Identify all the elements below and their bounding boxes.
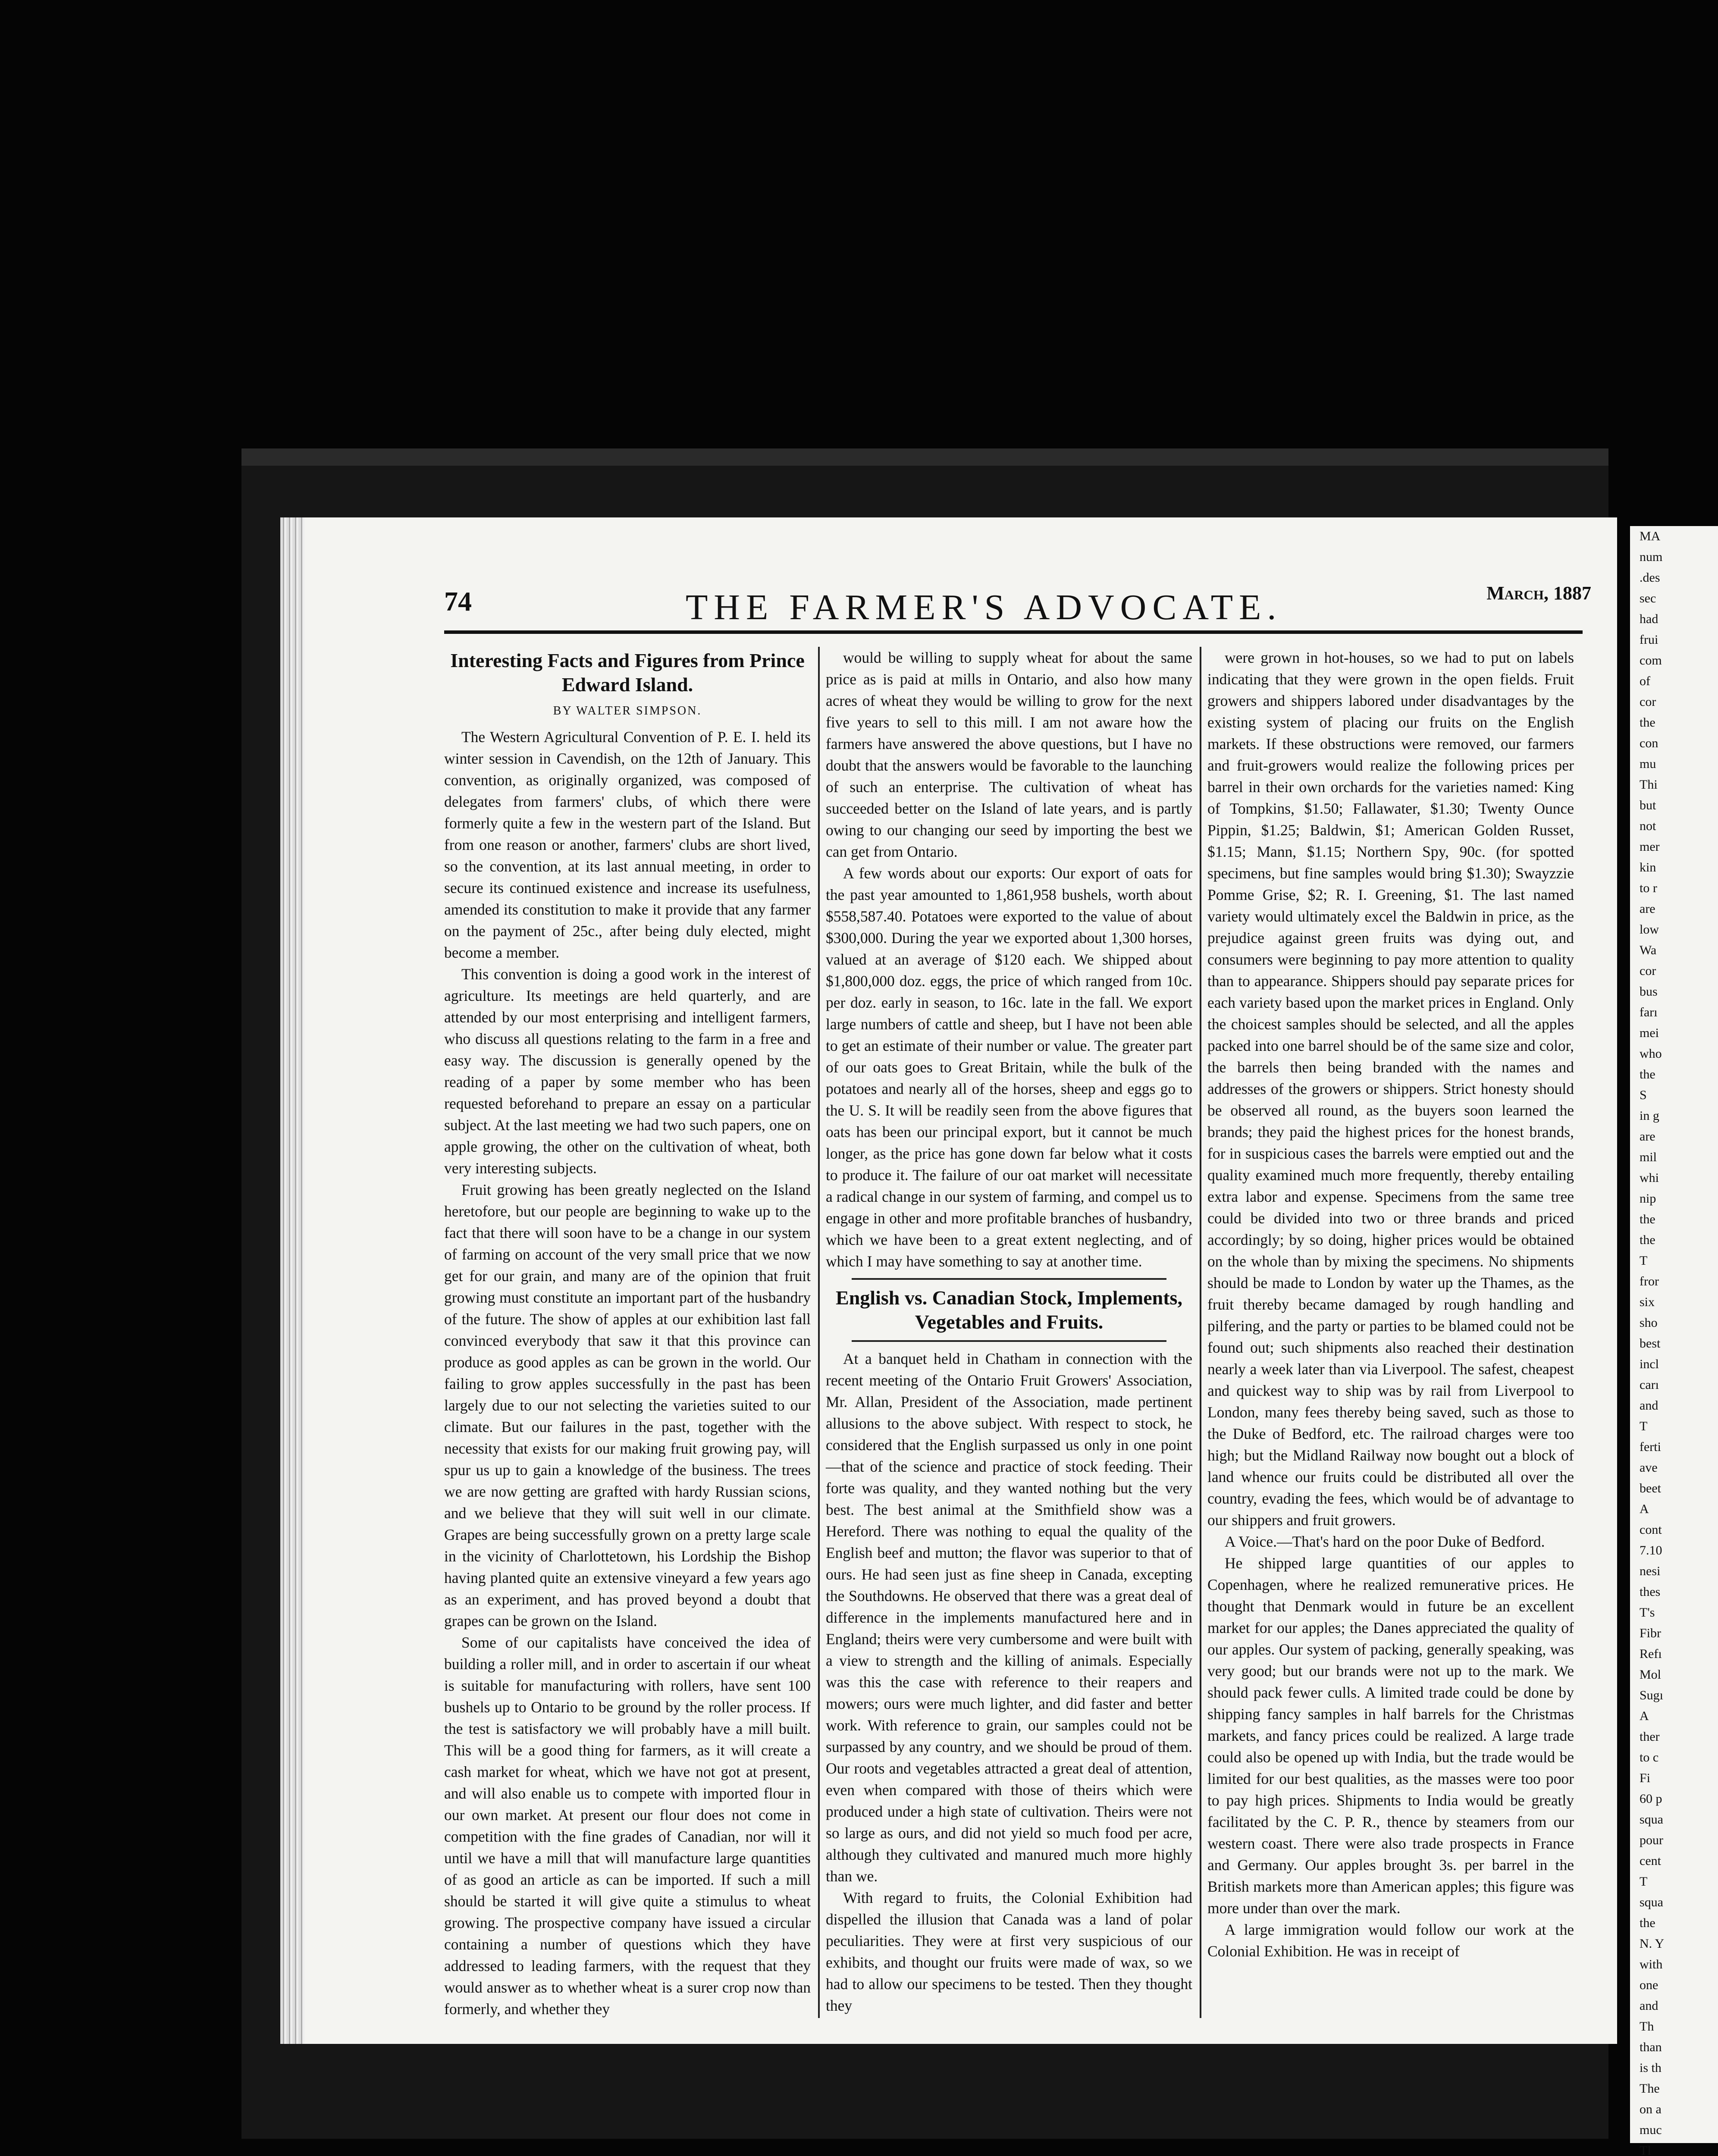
- facing-page-fragment: .des: [1640, 570, 1660, 585]
- facing-page-fragment: ferti: [1640, 1440, 1661, 1454]
- facing-page-fragment: thes: [1640, 1585, 1661, 1599]
- facing-page-fragment: is th: [1640, 2061, 1662, 2075]
- facing-page-fragment: Refı: [1640, 1647, 1662, 1661]
- facing-page-fragment: Fibr: [1640, 1626, 1662, 1640]
- paragraph: This convention is doing a good work in the interest of agriculture. Its meetings are held quarterly, and are attended by our most enterprising and intelligent farmers, who discuss all questions relating to the farm in a free and easy way. The discussion is generally opened by the reading of a paper by some member who has been requested beforehand to prepare an essay on a particular subject. At the last meeting we had two such papers, one on apple growing, the other on the cultivation of wheat, both very interesting subjects.: [444, 965, 811, 1177]
- facing-page-fragment: and: [1640, 1398, 1658, 1413]
- column-2: [826, 647, 1192, 2027]
- facing-page-fragment: and: [1640, 1999, 1658, 2013]
- facing-page-fragment: had: [1640, 612, 1658, 626]
- paragraph: Some of our capitalists have conceived the idea of building a roller mill, and in order to ascertain if our wheat is suitable for manufacturing with rollers, have sent 100 bushels up to Ontario to be ground by the roller process. If the test is satisfactory we will probably have a mill built. This will be a good thing for farmers, as it will create a cash market for wheat, which we have not got at present, and will also enable us to compete with imported flour in our own market. At present our flour does not come in competition with the fine grades of Canadian, nor will it until we have a mill that will manufacture large quantities of as good an article as can be imported. If such a mill should be started it will give quite a stimulus to wheat growing. The prospective company have issued a circular containing a number of questions which they have addressed to leading farmers, with the request that they would answer as to whether wheat is a surer crop now than formerly, and whether they: [444, 1634, 811, 2018]
- facing-page-fragment: fror: [1640, 1274, 1659, 1288]
- facing-page-fragment: Th: [1640, 2019, 1654, 2034]
- page-number: 74: [444, 586, 472, 617]
- facing-page-fragment: MA: [1640, 529, 1661, 543]
- facing-page-fragment: mu: [1640, 757, 1656, 771]
- facing-page-fragment: the: [1640, 1916, 1655, 1930]
- facing-page-fragment: sho: [1640, 1316, 1658, 1330]
- facing-page-fragment: S: [1640, 1088, 1647, 1102]
- facing-page-fragment: nesi: [1640, 1564, 1661, 1578]
- facing-page-fragment: the: [1640, 1212, 1655, 1226]
- facing-page-fragment: than: [1640, 2040, 1662, 2054]
- facing-page-fragment: T: [1640, 1874, 1648, 1889]
- newspaper-page: [280, 517, 1617, 2044]
- section-rule: [852, 1278, 1166, 1280]
- facing-page-fragment: best: [1640, 1336, 1661, 1351]
- facing-page-fragment: whi: [1640, 1171, 1659, 1185]
- facing-page-fragment: one: [1640, 1978, 1658, 1992]
- facing-page-fragment: to r: [1640, 881, 1657, 895]
- facing-page-fragment: Tl: [1640, 2143, 1651, 2156]
- facing-page-fragment: ave: [1640, 1460, 1658, 1475]
- facing-page-fragment: squa: [1640, 1895, 1663, 1909]
- paragraph: A large immigration would follow our work at the Colonial Exhibition. He was in receipt of: [1207, 1921, 1574, 1960]
- facing-page-fragment: incl: [1640, 1357, 1659, 1371]
- facing-page-fragment: cont: [1640, 1523, 1662, 1537]
- facing-page-fragment: A: [1640, 1502, 1649, 1516]
- paragraph: A Voice.—That's hard on the poor Duke of Bedford.: [1225, 1533, 1545, 1550]
- paragraph: The Western Agricultural Convention of P. E. I. held its winter session in Cavendish, on the 12th of January. This convention, as originally organized, was composed of delegates from farmers' clubs, of which there were formerly quite a few in the western part of the Island. But from one reason or another, farmers' clubs are short lived, so the convention, at its last annual meeting, in order to secure its continued existence and increase its usefulness, amended its constitution to make it provide that any farmer on the payment of 25c., after being duly elected, might become a member.: [444, 728, 811, 961]
- facing-page-fragment: N. Y: [1640, 1937, 1665, 1951]
- column-rule: [1200, 647, 1201, 2018]
- facing-page-fragment: Mol: [1640, 1667, 1662, 1682]
- facing-page-fragment: T's: [1640, 1605, 1655, 1620]
- facing-page-fragment: beet: [1640, 1481, 1661, 1495]
- facing-page-fragment: The: [1640, 2081, 1660, 2096]
- article-headline: Interesting Facts and Figures from Prince Edward Island.: [450, 649, 805, 696]
- facing-page-fragment: A: [1640, 1709, 1649, 1723]
- facing-page-fragment: mer: [1640, 840, 1660, 854]
- paragraph: With regard to fruits, the Colonial Exhibition had dispelled the illusion that Canada was a land of polar peculiarities. They were at first very suspicious of our exhibits, and thought our fruits were made of wax, so we had to allow our specimens to be tested. Then they thought they: [826, 1889, 1192, 2014]
- facing-page-fragment: bus: [1640, 984, 1658, 999]
- article-headline: English vs. Canadian Stock, Implements, Vegetables and Fruits.: [836, 1287, 1182, 1333]
- facing-page-fragment: the: [1640, 1233, 1655, 1247]
- column-3: [1207, 647, 1574, 2027]
- column-rule: [818, 647, 820, 2018]
- paragraph: He shipped large quantities of our apples to Copenhagen, where he realized remunerative prices. He thought that Denmark would in future be an excellent market for our apples; the Danes appreciated the quality of our apples. Our system of packing, generally speaking, was very good; but our brands were not up to the mark. We should pack fewer culls. A limited trade could be done by shipping fancy samples in half barrels for the Christmas markets, and fancy prices could be realized. A large trade could also be opened up with India, but the trade would be limited for our best qualities, as the masses were too poor to pay high prices. Shipments to India would be greatly facilitated by the C. P. R., thence by steamers from our western coast. There were also trade prospects in France and Germany. Our apples brought 3s. per barrel in the British markets more than American apples; this figure was more under than over the mark.: [1207, 1554, 1574, 1917]
- facing-page-fragment: pour: [1640, 1833, 1663, 1847]
- facing-page-text: [1630, 526, 1718, 2156]
- facing-page-fragment: muc: [1640, 2123, 1662, 2137]
- facing-page-fragment: not: [1640, 819, 1656, 833]
- facing-page-fragment: with: [1640, 1957, 1663, 1971]
- publication-title: THE FARMER'S ADVOCATE.: [686, 587, 1282, 627]
- facing-page-fragment: ther: [1640, 1730, 1660, 1744]
- facing-page-fragment: 7.10: [1640, 1543, 1662, 1557]
- facing-page-fragment: num: [1640, 550, 1663, 564]
- facing-page-fragment: are: [1640, 1129, 1655, 1144]
- facing-page-fragment: squa: [1640, 1812, 1663, 1827]
- facing-page-fragment: six: [1640, 1295, 1655, 1309]
- issue-date: March, 1887: [1486, 583, 1591, 604]
- facing-page-fragment: mil: [1640, 1150, 1657, 1164]
- facing-page-fragment: cor: [1640, 695, 1656, 709]
- facing-page-fragment: on a: [1640, 2102, 1662, 2116]
- column-1: [444, 647, 811, 2027]
- facing-page-fragment: are: [1640, 902, 1655, 916]
- paragraph: Fruit growing has been greatly neglected on the Island heretofore, but our people are beginning to wake up to the fact that there will soon have to be a change in our system of farming on account of the very small price that we now get for our grain, and many are of the opinion that fruit growing must constitute an important part of the husbandry of the future. The show of apples at our exhibition last fall convinced everybody that saw it that this province can produce as good apples as can be grown in the world. Our failing to grow apples successfully in the past has been largely due to our not selecting the varieties suited to our climate. But our failures in the past, together with the necessity that exists for our making fruit growing pay, will spur us up to gain a knowledge of the business. The trees we are now getting are grafted with hardy Russian scions, and we believe that they will suit well in our climate. Grapes are being successfully grown on a pretty large scale in the vicinity of Charlottetown, his Lordship the Bishop having planted quite an extensive vineyard a few years ago as an experiment, and has proved beyond a doubt that grapes can be grown on the Island.: [444, 1181, 811, 1630]
- paragraph: were grown in hot-houses, so we had to put on labels indicating that they were grown in the open fields. Fruit growers and shippers labored under disadvantages by the existing system of placing our fruits on the English markets. If these obstructions were removed, our farmers and fruit-growers would realize the following prices per barrel in their own orchards for the varieties named: King of Tompkins, $1.50; Fallawater, $1.30; Twenty Ounce Pippin, $1.25; Baldwin, $1; American Golden Russet, $1.15; Mann, $1.15; Northern Spy, 90c. (for spotted specimens, but fine samples would bring $1.30); Swayzzie Pomme Grise, $2; R. I. Greening, $1. The last named variety would ultimately excel the Baldwin in price, as the prejudice against green fruits was dying out, and consumers were beginning to pay more attention to quality than to appearance. Shippers should pay separate prices for each variety based upon the market prices in England. Only the choicest samples should be selected, and all the apples packed into one barrel should be of the same size and color, the barrels then being branded with the names and addresses of the growers or shippers. Strict honesty should be observed all round, as the buyers soon learned the brands; they paid the highest prices for the honest brands, for in suspicious cases the barrels were emptied out and the quality examined much more frequently, thereby entailing extra labor and expense. Specimens from the same tree could be divided into two or three brands and priced accordingly; by so doing, higher prices would be obtained on the whole than by mixing the specimens. No shipments should be made to London by water up the Thames, as the fruit thereby became damaged by rough handling and pilfering, and the party or parties to be blamed could not be found out; such shipments also reached their destination nearly a week later than via Liverpool. The safest, cheapest and quickest way to ship was by rail from Liverpool to London, many fees thereby being saved, such as those to the Duke of Bedford, etc. The railroad charges were too high; but the Midland Railway now bought out a block of land whence our fruits could be distributed all over the country, evading the fees, which would be of advantage to our shippers and fruit growers.: [1207, 649, 1574, 1529]
- facing-page-fragment: farı: [1640, 1005, 1658, 1019]
- facing-page-fragment: mei: [1640, 1026, 1659, 1040]
- facing-page-fragment: carı: [1640, 1378, 1659, 1392]
- facing-page-fragment: sec: [1640, 591, 1656, 605]
- header-rule: [444, 630, 1583, 634]
- facing-page-fragment: con: [1640, 736, 1658, 750]
- facing-page-fragment: T: [1640, 1419, 1648, 1433]
- facing-page-fragment: Fi: [1640, 1771, 1651, 1785]
- facing-page-fragment: kin: [1640, 860, 1656, 874]
- facing-page-fragment: the: [1640, 715, 1655, 730]
- section-rule: [852, 1340, 1166, 1342]
- facing-page-fragment: com: [1640, 653, 1662, 667]
- facing-page-fragment: Sugı: [1640, 1688, 1664, 1702]
- paragraph: A few words about our exports: Our export of oats for the past year amounted to 1,861,958 bushels, worth about $558,587.40. Potatoes were exported to the value of about $300,000. During the year we exported about 1,300 horses, valued at an average of $120 each. We shipped about $1,800,000 doz. eggs, the price of which ranged from 10c. per doz. early in season, to 16c. late in the fall. We export large numbers of cattle and sheep, but I have not been able to get an estimate of their number or value. The greater part of our oats goes to Great Britain, while the bulk of the potatoes and nearly all of the horses, sheep and eggs go to the U. S. It will be readily seen from the above figures that oats has been our principal export, but it cannot be much longer, as the price has gone down far below what it costs to produce it. The failure of our oat market will necessitate a radical change in our system of farming, and compel us to engage in other and more profitable branches of husbandry, which we have been to a great extent neglecting, and of which I may have something to say at another time.: [826, 865, 1192, 1270]
- facing-page-fragment: of: [1640, 674, 1650, 688]
- facing-page-fragment: cor: [1640, 964, 1656, 978]
- facing-page-fragment: Wa: [1640, 943, 1657, 957]
- facing-page-fragment: to c: [1640, 1750, 1659, 1764]
- facing-page-fragment: who: [1640, 1047, 1662, 1061]
- facing-page-fragment: 60 p: [1640, 1792, 1662, 1806]
- facing-page-fragment: frui: [1640, 633, 1658, 647]
- page-gutter: [280, 517, 304, 2044]
- paragraph: would be willing to supply wheat for about the same price as is paid at mills in Ontario, and also how many acres of wheat they would be willing to grow for the next five years to sell to this mill. I am not aware how the farmers have answered the above questions, but I have no doubt that the answers would be favorable to the launching of such an enterprise. The cultivation of wheat has succeeded better on the Island of late years, and is partly owing to our changing our seed by importing the best we can get from Ontario.: [826, 649, 1192, 860]
- facing-page-fragment: T: [1640, 1253, 1648, 1268]
- facing-page-fragment: nip: [1640, 1191, 1656, 1206]
- facing-page-fragment: the: [1640, 1067, 1655, 1081]
- paragraph: At a banquet held in Chatham in connection with the recent meeting of the Ontario Fruit Growers' Association, Mr. Allan, President of the Association, made pertinent allusions to the above subject. With respect to stock, he considered that the English surpassed us only in one point—that of the science and practice of stock feeding. Their forte was quality, and they wanted nothing but the very best. The best animal at the Smithfield show was a Hereford. There was nothing to equal the quality of the English beef and mutton; the flavor was superior to that of ours. He had seen just as fine sheep in Canada, excepting the Southdowns. He observed that there was a great deal of difference in the implements manufactured here and in England; theirs were very cumbersome and were built with a view to strength and the killing of animals. Especially was this the case with reference to their reapers and mowers; ours were much lighter, and did faster and better work. With reference to grain, our samples could not be surpassed by any country, and we should be proud of them. Our roots and vegetables attracted a great deal of attention, even when compared with those of theirs which were produced under a high state of cultivation. Theirs were not so large as ours, and did not yield so much food per acre, although they cultivated and manured much more highly than we.: [826, 1350, 1192, 1885]
- facing-page-fragment: but: [1640, 798, 1656, 812]
- facing-page-edge: [1630, 526, 1718, 2156]
- masthead: [444, 578, 1591, 625]
- facing-page-fragment: low: [1640, 922, 1659, 937]
- facing-page-fragment: cent: [1640, 1854, 1661, 1868]
- facing-page-fragment: Thi: [1640, 777, 1658, 792]
- article-byline: BY WALTER SIMPSON.: [553, 704, 702, 718]
- facing-page-fragment: in g: [1640, 1109, 1659, 1123]
